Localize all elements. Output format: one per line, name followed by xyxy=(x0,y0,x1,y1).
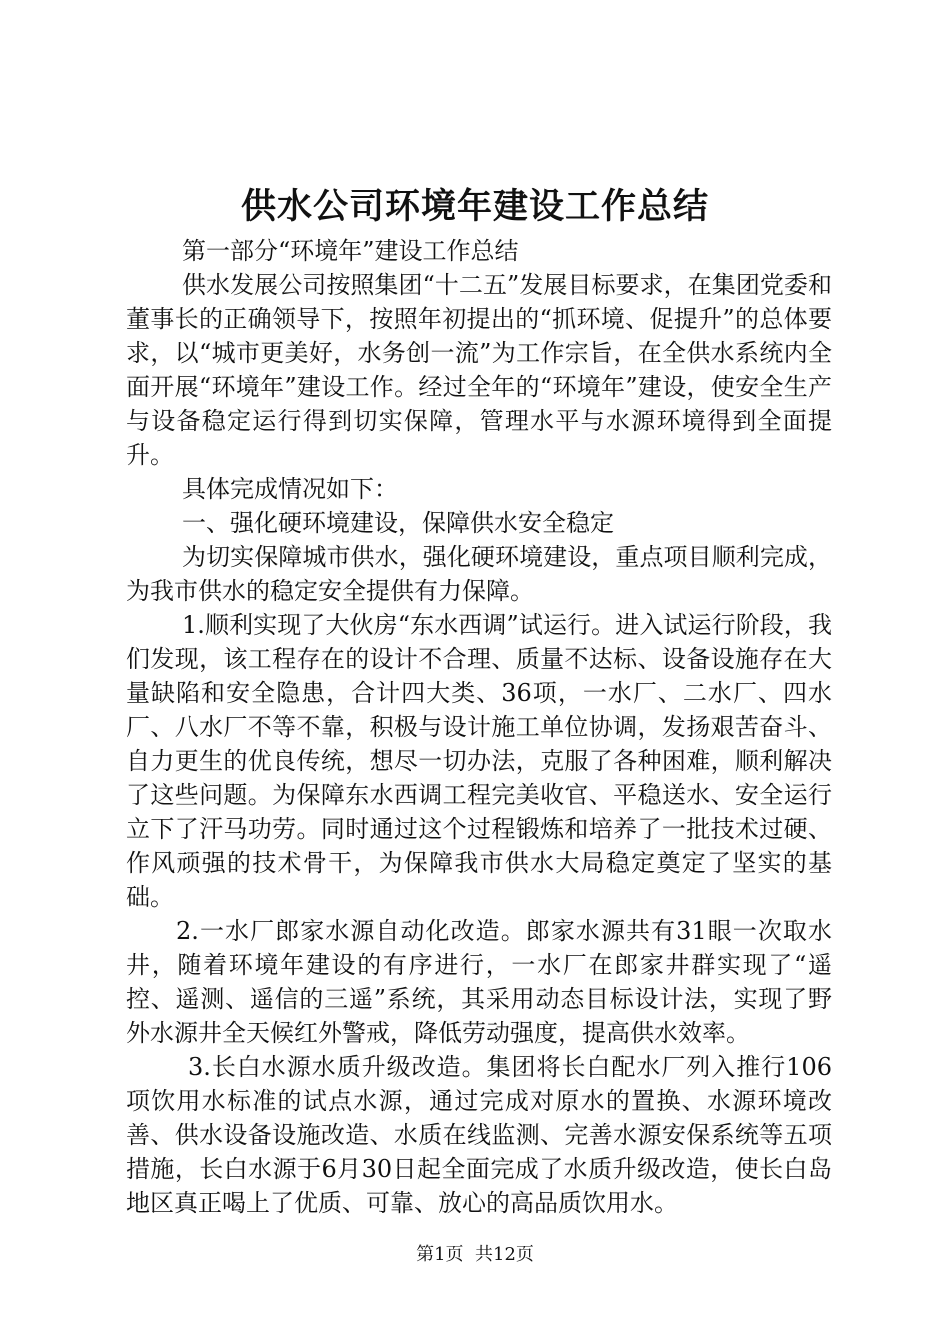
page-number: 第1页 xyxy=(416,1244,464,1265)
page-total: 共12页 xyxy=(475,1244,534,1265)
section-heading: 第一部分“环境年”建设工作总结 xyxy=(182,237,519,265)
paragraph: 具体完成情况如下： xyxy=(182,475,398,503)
paragraph: 为切实保障城市供水，强化硬环境建设，重点项目顺利完成，为我市供水的稳定安全提供有力保障。 xyxy=(126,543,832,605)
document-body xyxy=(126,234,832,1220)
document-title: 供水公司环境年建设工作总结 xyxy=(240,186,709,227)
list-item: 3.长白水源水质升级改造。集团将长白配水厂列入推行106项饮用水标准的试点水源，通过完成对原水的置换、水源环境改善、供水设备设施改造、水质在线监测、完善水源安保系统等五项措施，长白水源于6月30日起全面完成了水质升级改造，使长白岛地区真正喝上了优质、可靠、放心的高品质饮用水。 xyxy=(126,1053,832,1217)
paragraph: 供水发展公司按照集团“十二五”发展目标要求，在集团党委和董事长的正确领导下，按照年初提出的“抓环境、促提升”的总体要求，以“城市更美好，水务创一流”为工作宗旨，在全供水系统内全面开展“环境年”建设工作。经过全年的“环境年”建设，使安全生产与设备稳定运行得到切实保障，管理水平与水源环境得到全面提升。 xyxy=(126,271,832,469)
subsection-heading: 一、强化硬环境建设，保障供水安全稳定 xyxy=(182,509,614,537)
page-footer xyxy=(0,1243,950,1267)
list-item: 1.顺利实现了大伙房“东水西调”试运行。进入试运行阶段，我们发现，该工程存在的设计不合理、质量不达标、设备设施存在大量缺陷和安全隐患，合计四大类、36项，一水厂、二水厂、四水厂、八水厂不等不靠，积极与设计施工单位协调，发扬艰苦奋斗、自力更生的优良传统，想尽一切办法，克服了各种困难，顺利解决了这些问题。为保障东水西调工程完美收官、平稳送水、安全运行立下了汗马功劳。同时通过这个过程锻炼和培养了一批技术过硬、作风顽强的技术骨干，为保障我市供水大局稳定奠定了坚实的基础。 xyxy=(126,611,832,911)
list-item: 2.一水厂郎家水源自动化改造。郎家水源共有31眼一次取水井，随着环境年建设的有序进行，一水厂在郎家井群实现了“遥控、遥测、遥信的三遥”系统，其采用动态目标设计法，实现了野外水源井全天候红外警戒，降低劳动强度，提高供水效率。 xyxy=(126,917,832,1047)
